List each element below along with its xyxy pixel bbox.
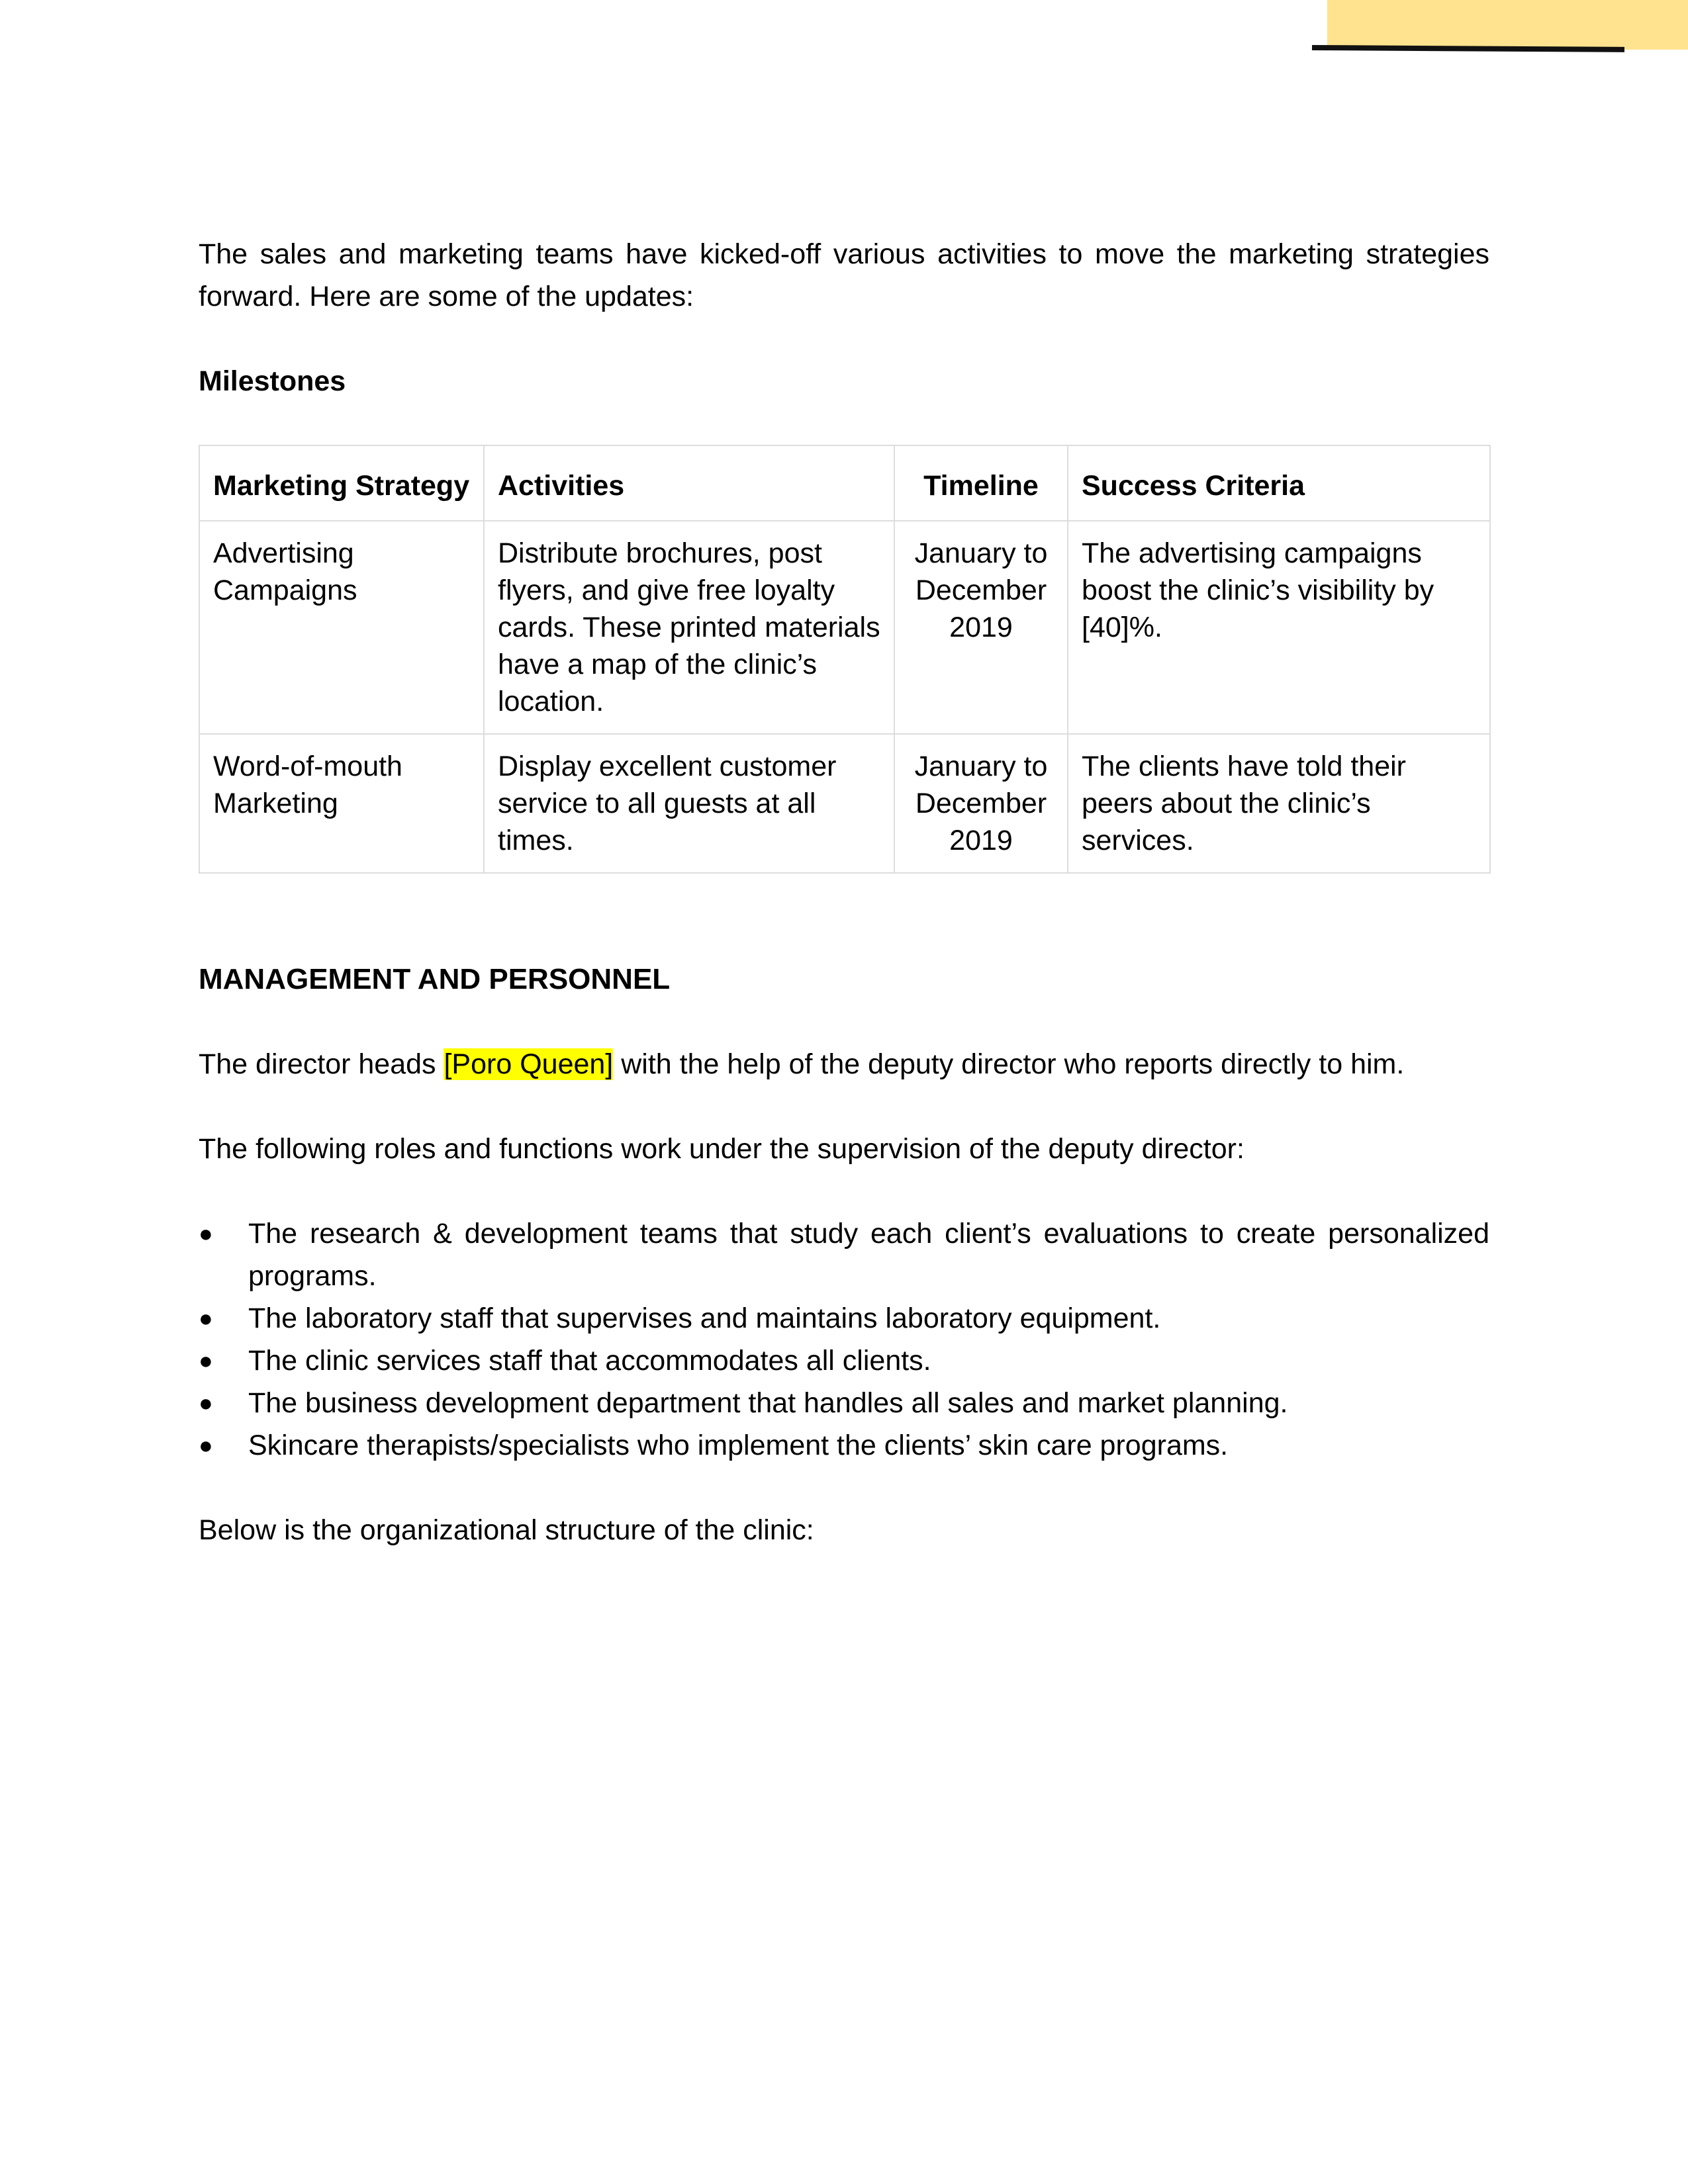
bullet-icon: ● (199, 1389, 213, 1416)
list-item (199, 1424, 1489, 1467)
intro-paragraph: The sales and marketing teams have kicked-off various activities to move the marketing strategies forward. Here are some of the updates: (199, 238, 1489, 312)
table-row (199, 521, 1490, 734)
list-item (199, 1340, 1489, 1382)
director-text-after: with the help of the deputy director who reports directly to him. (613, 1048, 1405, 1080)
cell-strategy: Word-of-mouth Marketing (199, 734, 484, 873)
role-text: The clinic services staff that accommodates all clients. (248, 1345, 931, 1377)
corner-accent-line (1312, 45, 1624, 52)
list-item (199, 1382, 1489, 1424)
director-text-before: The director heads (199, 1048, 444, 1080)
cell-activities: Distribute brochures, post flyers, and give free loyalty cards. These printed materials have a map of the clinic’s location. (484, 521, 894, 734)
cell-success-criteria: The clients have told their peers about the clinic’s services. (1068, 734, 1490, 873)
table-header-row (199, 445, 1490, 521)
milestones-table (199, 445, 1491, 874)
management-heading: MANAGEMENT AND PERSONNEL (199, 963, 671, 995)
header-success-criteria: Success Criteria (1068, 445, 1490, 521)
header-timeline: Timeline (894, 445, 1068, 521)
role-text: The laboratory staff that supervises and maintains laboratory equipment. (248, 1302, 1161, 1334)
bullet-icon: ● (199, 1304, 213, 1332)
bullet-icon: ● (199, 1347, 213, 1374)
cell-timeline: January to December 2019 (894, 521, 1068, 734)
cell-success-criteria: The advertising campaigns boost the clinic’s visibility by [40]%. (1068, 521, 1490, 734)
cell-strategy: Advertising Campaigns (199, 521, 484, 734)
list-item (199, 1297, 1489, 1340)
bullet-icon: ● (199, 1220, 213, 1247)
role-text: The research & development teams that study each client’s evaluations to create personalized programs. (248, 1218, 1489, 1292)
cell-activities: Display excellent customer service to all guests at all times. (484, 734, 894, 873)
cell-timeline: January to December 2019 (894, 734, 1068, 873)
document-body (199, 233, 1489, 1551)
role-text: Skincare therapists/specialists who implement the clients’ skin care programs. (248, 1430, 1229, 1461)
bullet-icon: ● (199, 1432, 213, 1459)
company-name-highlight: [Poro Queen] (444, 1048, 614, 1080)
header-marketing-strategy: Marketing Strategy (199, 445, 484, 521)
org-structure-intro: Below is the organizational structure of the clinic: (199, 1514, 814, 1546)
milestones-heading: Milestones (199, 365, 346, 397)
table-row (199, 734, 1490, 873)
roles-list (199, 1212, 1489, 1467)
roles-intro: The following roles and functions work under the supervision of the deputy director: (199, 1133, 1244, 1165)
director-paragraph (199, 1043, 1489, 1085)
corner-accent-block (1327, 0, 1688, 50)
role-text: The business development department that handles all sales and market planning. (248, 1387, 1288, 1419)
list-item (199, 1212, 1489, 1297)
header-activities: Activities (484, 445, 894, 521)
